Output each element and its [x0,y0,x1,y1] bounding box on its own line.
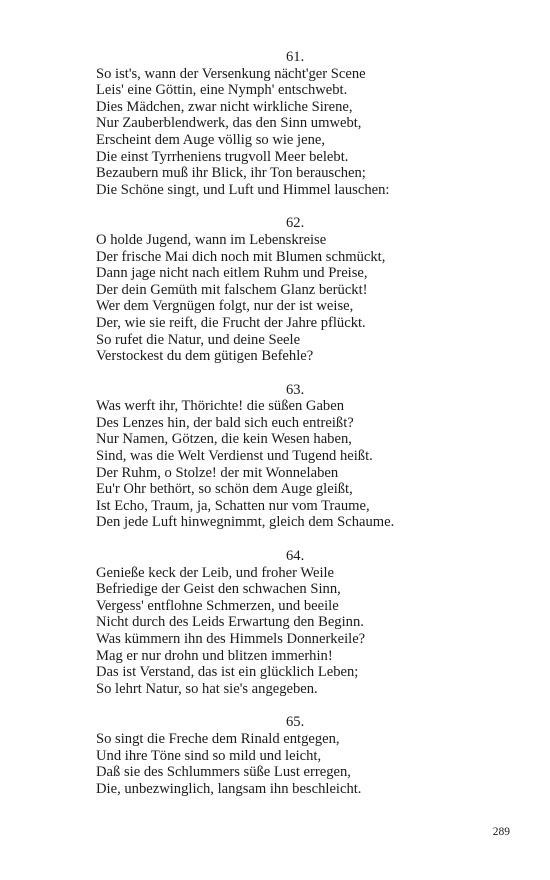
verse-line: Nur Zauberblendwerk, das den Sinn umwebt, [96,115,362,132]
stanza [96,548,496,697]
verse-line: Sind, was die Welt Verdienst und Tugend heißt. [96,448,373,465]
verse-line: Die, unbezwinglich, langsam ihn beschleicht. [96,780,362,797]
verse-line: Leis' eine Göttin, eine Nymph' entschwebt. [96,82,348,99]
verse-line: Verstockest du dem gütigen Befehle? [96,348,314,365]
verse-line: Der, wie sie reift, die Frucht der Jahre pflückt. [96,314,366,331]
verse-line: Bezaubern muß ihr Blick, ihr Ton berauschen; [96,165,366,182]
page-number: 289 [492,826,510,838]
verse-line: Mag er nur drohn und blitzen immerhin! [96,647,333,664]
verse-line: Vergess' entflohne Schmerzen, und beeile [96,597,339,614]
verse-line: Der dein Gemüth mit falschem Glanz berückt! [96,281,368,298]
verse-line: Den jede Luft hinwegnimmt, gleich dem Schaume. [96,514,395,531]
verse-line: So lehrt Natur, so hat sie's angegeben. [96,680,318,697]
stanza-number: 62. [286,215,305,232]
verse-line: So rufet die Natur, und deine Seele [96,331,301,348]
verse-line: Dies Mädchen, zwar nicht wirkliche Sirene, [96,98,353,115]
stanza [96,714,496,797]
poem-text [96,49,496,814]
verse-line: Befriedige der Geist den schwachen Sinn, [96,581,341,598]
verse-line: Dann jage nicht nach eitlem Ruhm und Preise, [96,265,368,282]
verse-line: So ist's, wann der Versenkung nächt'ger Scene [96,65,366,82]
verse-line: Und ihre Töne sind so mild und leicht, [96,747,322,764]
stanza-number: 64. [286,548,305,565]
verse-line: Genieße keck der Leib, und froher Weile [96,564,335,581]
verse-line: Des Lenzes hin, der bald sich euch entreißt? [96,414,354,431]
verse-line: Der Ruhm, o Stolze! der mit Wonnelaben [96,464,339,481]
verse-line: Was werft ihr, Thörichte! die süßen Gaben [96,398,345,415]
stanza-number: 61. [286,49,305,65]
stanza [96,382,496,531]
verse-line: Die einst Tyrrheniens trugvoll Meer belebt. [96,148,349,165]
verse-line: Daß sie des Schlummers süße Lust erregen, [96,764,351,781]
verse-line: Was kümmern ihn des Himmels Donnerkeile? [96,631,366,647]
stanza-number: 63. [286,381,305,398]
verse-line: Eu'r Ohr bethört, so schön dem Auge gleißt, [96,481,353,498]
verse-line: Der frische Mai dich noch mit Blumen schmückt, [96,248,386,265]
verse-line: Nicht durch des Leids Erwartung den Beginn. [96,614,364,631]
stanza [96,215,496,364]
verse-line: Nur Namen, Götzen, die kein Wesen haben, [96,431,352,448]
verse-line: Die Schöne singt, und Luft und Himmel lauschen: [96,181,390,198]
verse-line: Erscheint dem Auge völlig so wie jene, [96,131,325,148]
verse-line: Das ist Verstand, das ist ein glücklich Leben; [96,664,359,681]
stanza-number: 65. [286,714,305,731]
verse-line: O holde Jugend, wann im Lebenskreise [96,231,327,248]
stanza [96,49,496,198]
verse-line: Ist Echo, Traum, ja, Schatten nur vom Traume, [96,497,370,514]
verse-line: So singt die Freche dem Rinald entgegen, [96,730,340,747]
verse-line: Wer dem Vergnügen folgt, nur der ist weise, [96,298,354,315]
